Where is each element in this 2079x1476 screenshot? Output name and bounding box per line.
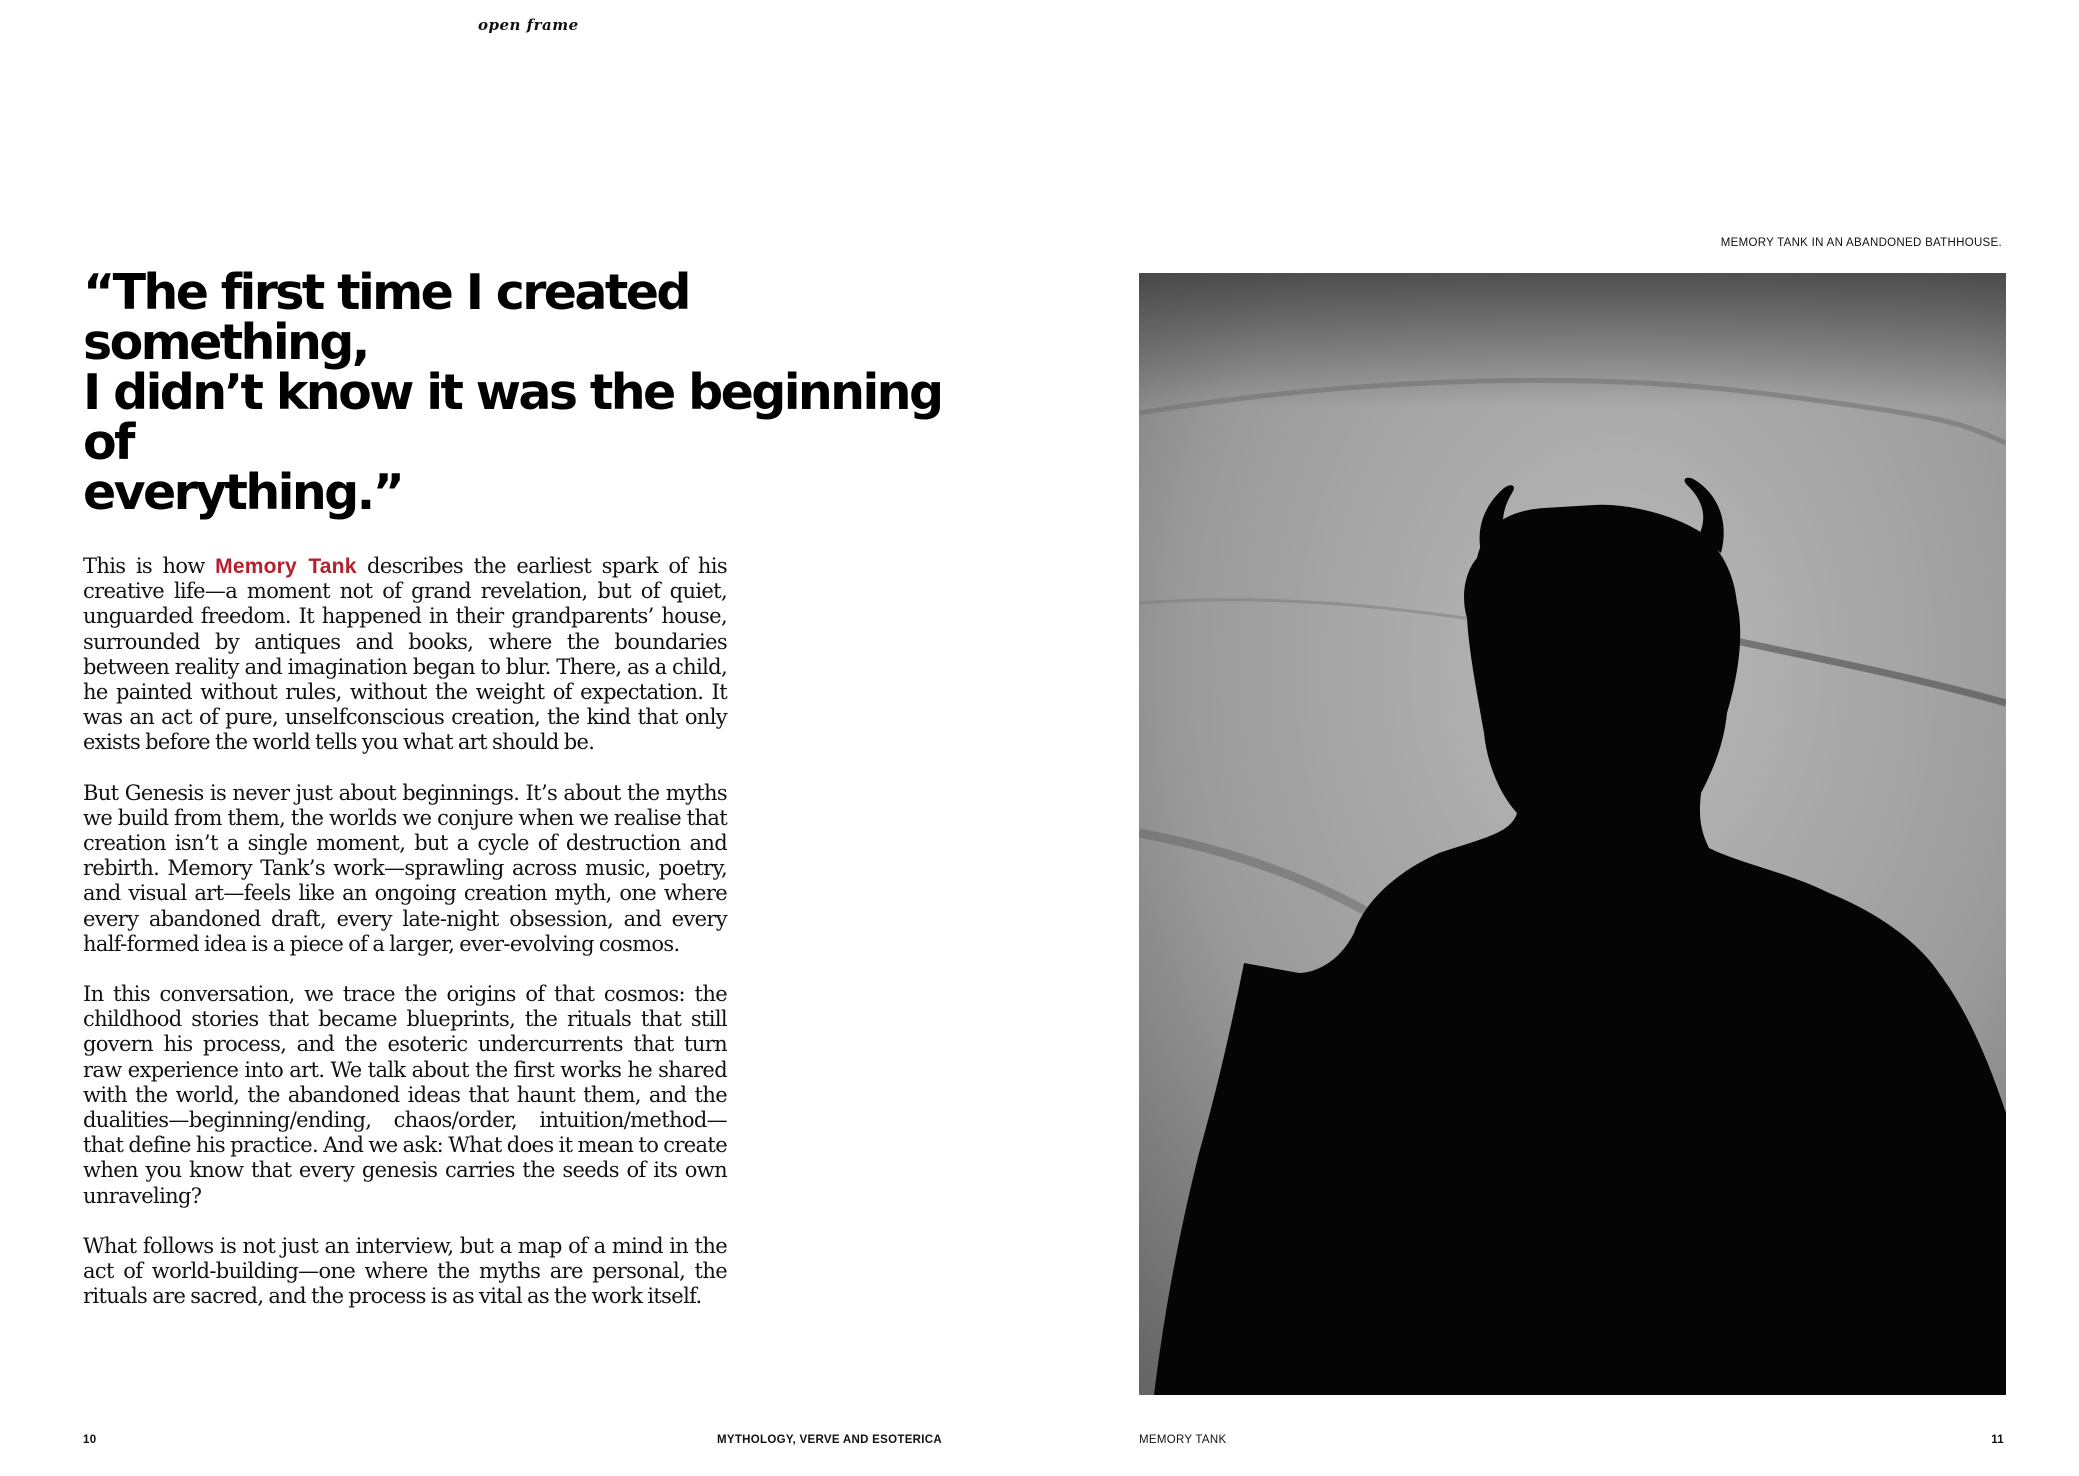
page-number-right: 11 <box>1991 1434 2004 1446</box>
body-paragraph: In this conversation, we trace the origins of that cosmos: the childhood stories that became blueprints, the rituals that still govern his process, and the esoteric undercurrents that turn raw experience into art. We talk about the first works he shared with the world, the abandoned ideas that haunt them, and the dualities—beginning/ending, chaos/order, intuition/method—that define his practice. And we ask: What does it mean to create when you know that every genesis carries the seeds of its own unraveling? <box>83 982 727 1208</box>
intro-text: This is how <box>83 554 205 578</box>
section-title-left: MYTHOLOGY, VERVE AND ESOTERICA <box>717 1434 942 1446</box>
pull-quote-line: everything.” <box>83 464 403 521</box>
body-paragraph: But Genesis is never just about beginnings. It’s about the myths we build from them, the worlds we conjure when we realise that creation isn’t a single moment, but a cycle of destruction and rebirth. Memory Tank’s work—sprawling across music, poetry, and visual art—feels like an ongoing creation myth, one where every abandoned draft, every late-night obsession, and every half-formed idea is a piece of a larger, ever-evolving cosmos. <box>83 780 727 956</box>
section-title-right: MEMORY TANK <box>1139 1434 1227 1446</box>
photo-caption: MEMORY TANK IN AN ABANDONED BATHHOUSE. <box>1720 237 2002 249</box>
article-body <box>83 554 727 1334</box>
photo-illustration <box>1139 273 2006 1395</box>
intro-continuation: describes the earliest spark of his creative life—a moment not of grand revelation, but of quiet, unguarded freedom. It happened in their grandparents’ house, surrounded by antiques and books, where the boundaries between reality and imagination began to blur. There, as a child, he painted without rules, without the weight of expectation. It was an act of pure, unselfconscious creation, the kind that only exists before the world tells you what art should be. <box>83 554 727 755</box>
page-number-left: 10 <box>83 1434 97 1446</box>
artist-name-highlight: Memory Tank <box>215 555 357 578</box>
horned-silhouette-photo <box>1139 273 2006 1395</box>
body-paragraph <box>83 554 727 756</box>
pull-quote-line: I didn’t know it was the beginning of <box>83 364 942 471</box>
pull-quote-line: “The first time I created something, <box>83 264 689 371</box>
masthead-title: open frame <box>478 16 579 34</box>
body-paragraph: What follows is not just an interview, but a map of a mind in the act of world-building—one where the myths are personal, the rituals are sacred, and the process is as vital as the work itself. <box>83 1233 727 1309</box>
pull-quote <box>83 264 963 521</box>
